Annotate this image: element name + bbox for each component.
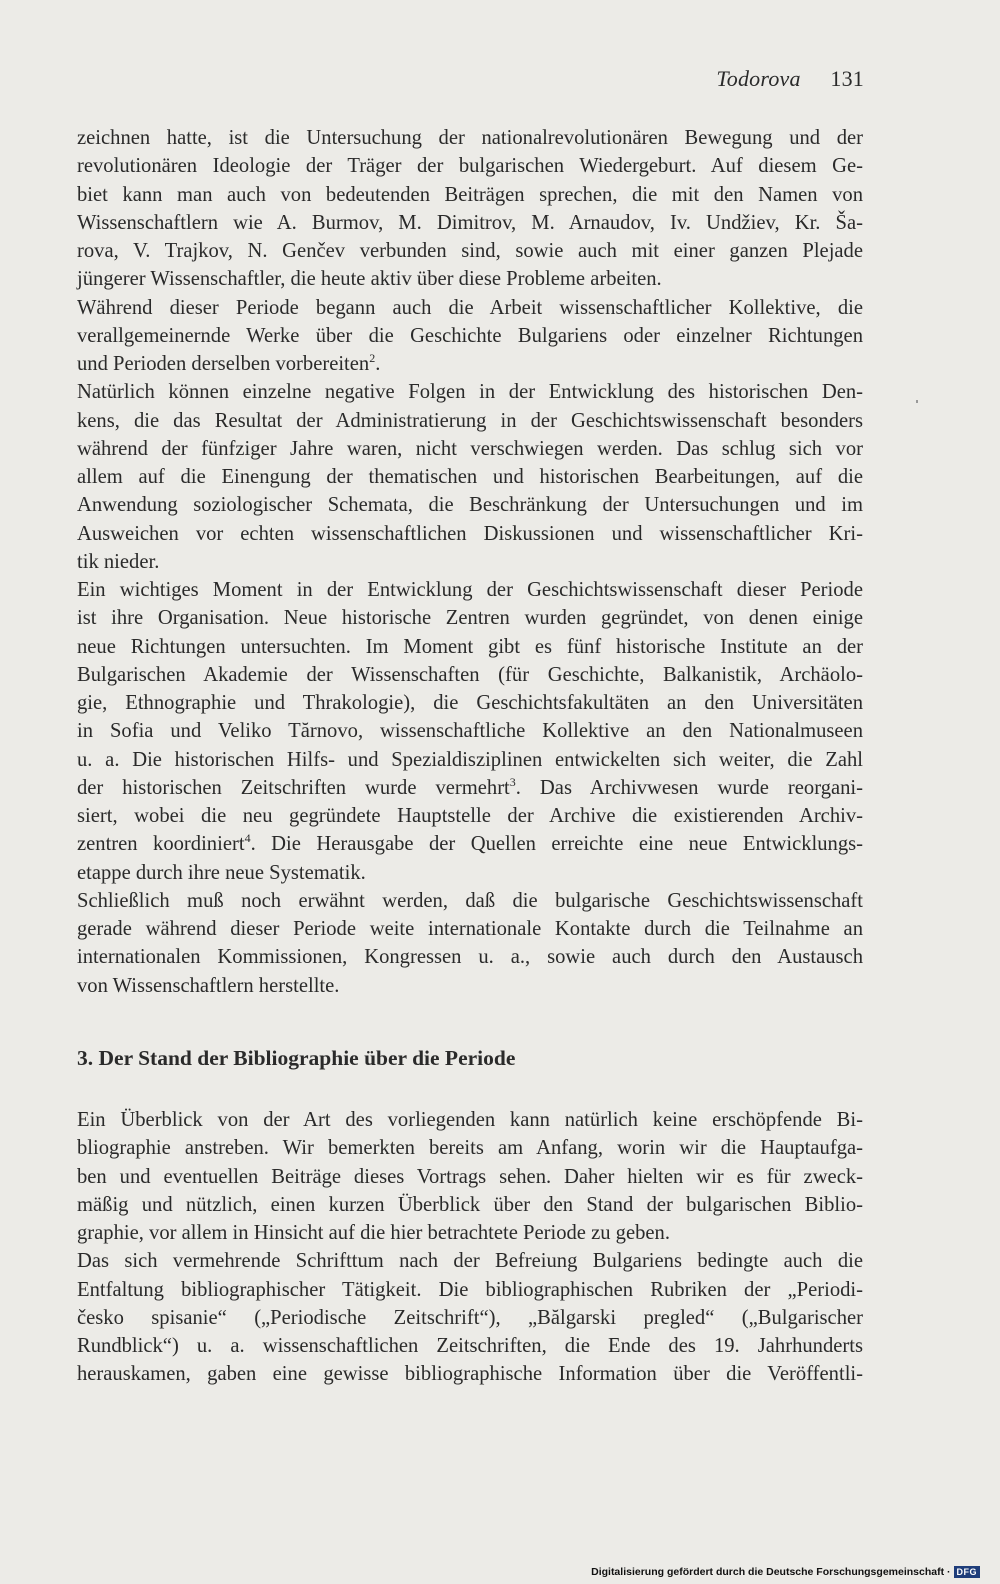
footer-text: Digitalisierung gefördert durch die Deutsche Forschungsgemeinschaft · xyxy=(591,1566,951,1578)
body-text-section-2 xyxy=(77,124,863,1000)
footnote-mark: 3 xyxy=(509,774,516,789)
text-line: Bulgarischen Akademie der Wissenschaften (für Geschichte, Balkanistik, Archäolo- xyxy=(77,663,863,686)
text-line: revolutionären Ideologie der Träger der bulgarischen Wiedergeburt. Auf diesem Ge- xyxy=(77,155,863,178)
text-line: gerade während dieser Periode weite internationale Kontakte durch die Teilnahme an xyxy=(77,918,863,940)
text-line: Das sich vermehrende Schrifttum nach der Befreiung Bulgariens bedingte auch die xyxy=(77,1250,863,1273)
text-line: mäßig und nützlich, einen kurzen Überblick über den Stand der bulgarischen Biblio- xyxy=(77,1193,863,1216)
text-line xyxy=(77,350,863,378)
text-line: zeichnen hatte, ist die Untersuchung der nationalrevolutionären Bewegung und der xyxy=(77,127,863,149)
text-line: Ausweichen vor echten wissenschaftlichen Diskussionen und wissenschaftlicher Kri- xyxy=(77,522,863,545)
text-line: u. a. Die historischen Hilfs- und Spezialdisziplinen entwickelten sich weiter, die Zahl xyxy=(77,748,863,771)
body-text-section-3 xyxy=(77,1106,863,1389)
text-line: allem auf die Einengung der thematischen und historischen Bearbeitungen, auf die xyxy=(77,466,863,488)
text-line: jüngerer Wissenschaftler, die heute aktiv über diese Probleme arbeiten. xyxy=(77,268,662,291)
text-line: Rundblick“) u. a. wissenschaftlichen Zeitschriften, die Ende des 19. Jahrhunderts xyxy=(77,1335,863,1357)
section-heading: 3. Der Stand der Bibliographie über die Periode xyxy=(77,1046,516,1070)
text-line: internationalen Kommissionen, Kongressen u. a., sowie auch durch den Austausch xyxy=(77,946,863,969)
text-line: tik nieder. xyxy=(77,550,160,573)
digitization-footer xyxy=(591,1566,980,1578)
text-line: bliographie anstreben. Wir bemerkten bereits am Anfang, worin wir die Hauptaufga- xyxy=(77,1137,863,1160)
text-line: rova, V. Trajkov, N. Genčev verbunden sind, sowie auch mit einer ganzen Plejade xyxy=(77,240,863,262)
text-line: biet kann man auch von bedeutenden Beiträgen sprechen, die mit den Namen von xyxy=(77,183,863,206)
text-line: herauskamen, gaben eine gewisse bibliographische Information über die Veröffentli- xyxy=(77,1363,863,1386)
text-line: von Wissenschaftlern herstellte. xyxy=(77,974,340,997)
footnote-mark: 2 xyxy=(369,351,376,365)
text-line-part: . Die Herausgabe der Quellen erreichte eine neue Entwicklungs- xyxy=(250,833,864,856)
text-line-part: zentren koordiniert xyxy=(77,833,245,856)
text-line xyxy=(77,774,863,802)
scan-speck xyxy=(916,400,918,403)
text-line-part: und Perioden derselben vorbereiten xyxy=(77,353,370,375)
text-line: während der fünfziger Jahre waren, nicht verschwiegen werden. Das schlug sich vor xyxy=(77,437,863,460)
text-line: kens, die das Resultat der Administratierung in der Geschichtswissenschaft besonders xyxy=(77,409,863,432)
text-line: Während dieser Periode begann auch die Arbeit wissenschaftlicher Kollektive, die xyxy=(77,296,863,319)
text-line: Schließlich muß noch erwähnt werden, daß die bulgarische Geschichtswissenschaft xyxy=(77,889,863,912)
running-head-author: Todorova xyxy=(716,66,801,91)
text-line: Ein wichtiges Moment in der Entwicklung der Geschichtswissenschaft dieser Periode xyxy=(77,579,863,601)
text-line: česko spisanie“ („Periodische Zeitschrift“), „Bălgarski pregled“ („Bulgarischer xyxy=(77,1306,863,1329)
text-line-part: . Das Archivwesen wurde reorgani- xyxy=(515,776,864,799)
text-line: Anwendung soziologischer Schemata, die Beschränkung der Untersuchungen und im xyxy=(77,494,863,517)
text-line: neue Richtungen untersuchten. Im Moment gibt es fünf historische Institute an der xyxy=(77,635,863,658)
page-number: 131 xyxy=(830,66,864,91)
text-line: ben und eventuellen Beiträge dieses Vortrags sehen. Daher hielten wir es für zweck- xyxy=(77,1165,863,1188)
text-line: in Sofia und Veliko Tărnovo, wissenschaftliche Kollektive an den Nationalmuseen xyxy=(77,720,863,743)
text-line: gie, Ethnographie und Thrakologie), die Geschichtsfakultäten an den Universitäten xyxy=(77,692,863,714)
text-line: graphie, vor allem in Hinsicht auf die hier betrachtete Periode zu geben. xyxy=(77,1222,670,1244)
text-line xyxy=(77,830,863,858)
text-line: verallgemeinernde Werke über die Geschichte Bulgariens oder einzelner Richtungen xyxy=(77,324,863,347)
text-line: siert, wobei die neu gegründete Hauptstelle der Archive die existierenden Archiv- xyxy=(77,805,863,827)
running-head xyxy=(716,66,864,92)
footnote-mark: 4 xyxy=(244,831,251,846)
dfg-logo: DFG xyxy=(954,1566,981,1578)
text-line: Entfaltung bibliographischer Tätigkeit. Die bibliographischen Rubriken der „Periodi- xyxy=(77,1278,863,1301)
text-line: Natürlich können einzelne negative Folgen in der Entwicklung des historischen Den- xyxy=(77,381,863,404)
text-line: etappe durch ihre neue Systematik. xyxy=(77,861,366,884)
text-line: ist ihre Organisation. Neue historische Zentren wurden gegründet, von denen einige xyxy=(77,607,863,630)
text-line: Ein Überblick von der Art des vorliegenden kann natürlich keine erschöpfende Bi- xyxy=(77,1109,863,1131)
text-line-part: . xyxy=(375,353,381,375)
text-line-part: der historischen Zeitschriften wurde vermehrt xyxy=(77,776,510,799)
text-line: Wissenschaftlern wie A. Burmov, M. Dimitrov, M. Arnaudov, Iv. Undžiev, Kr. Ša- xyxy=(77,211,863,234)
